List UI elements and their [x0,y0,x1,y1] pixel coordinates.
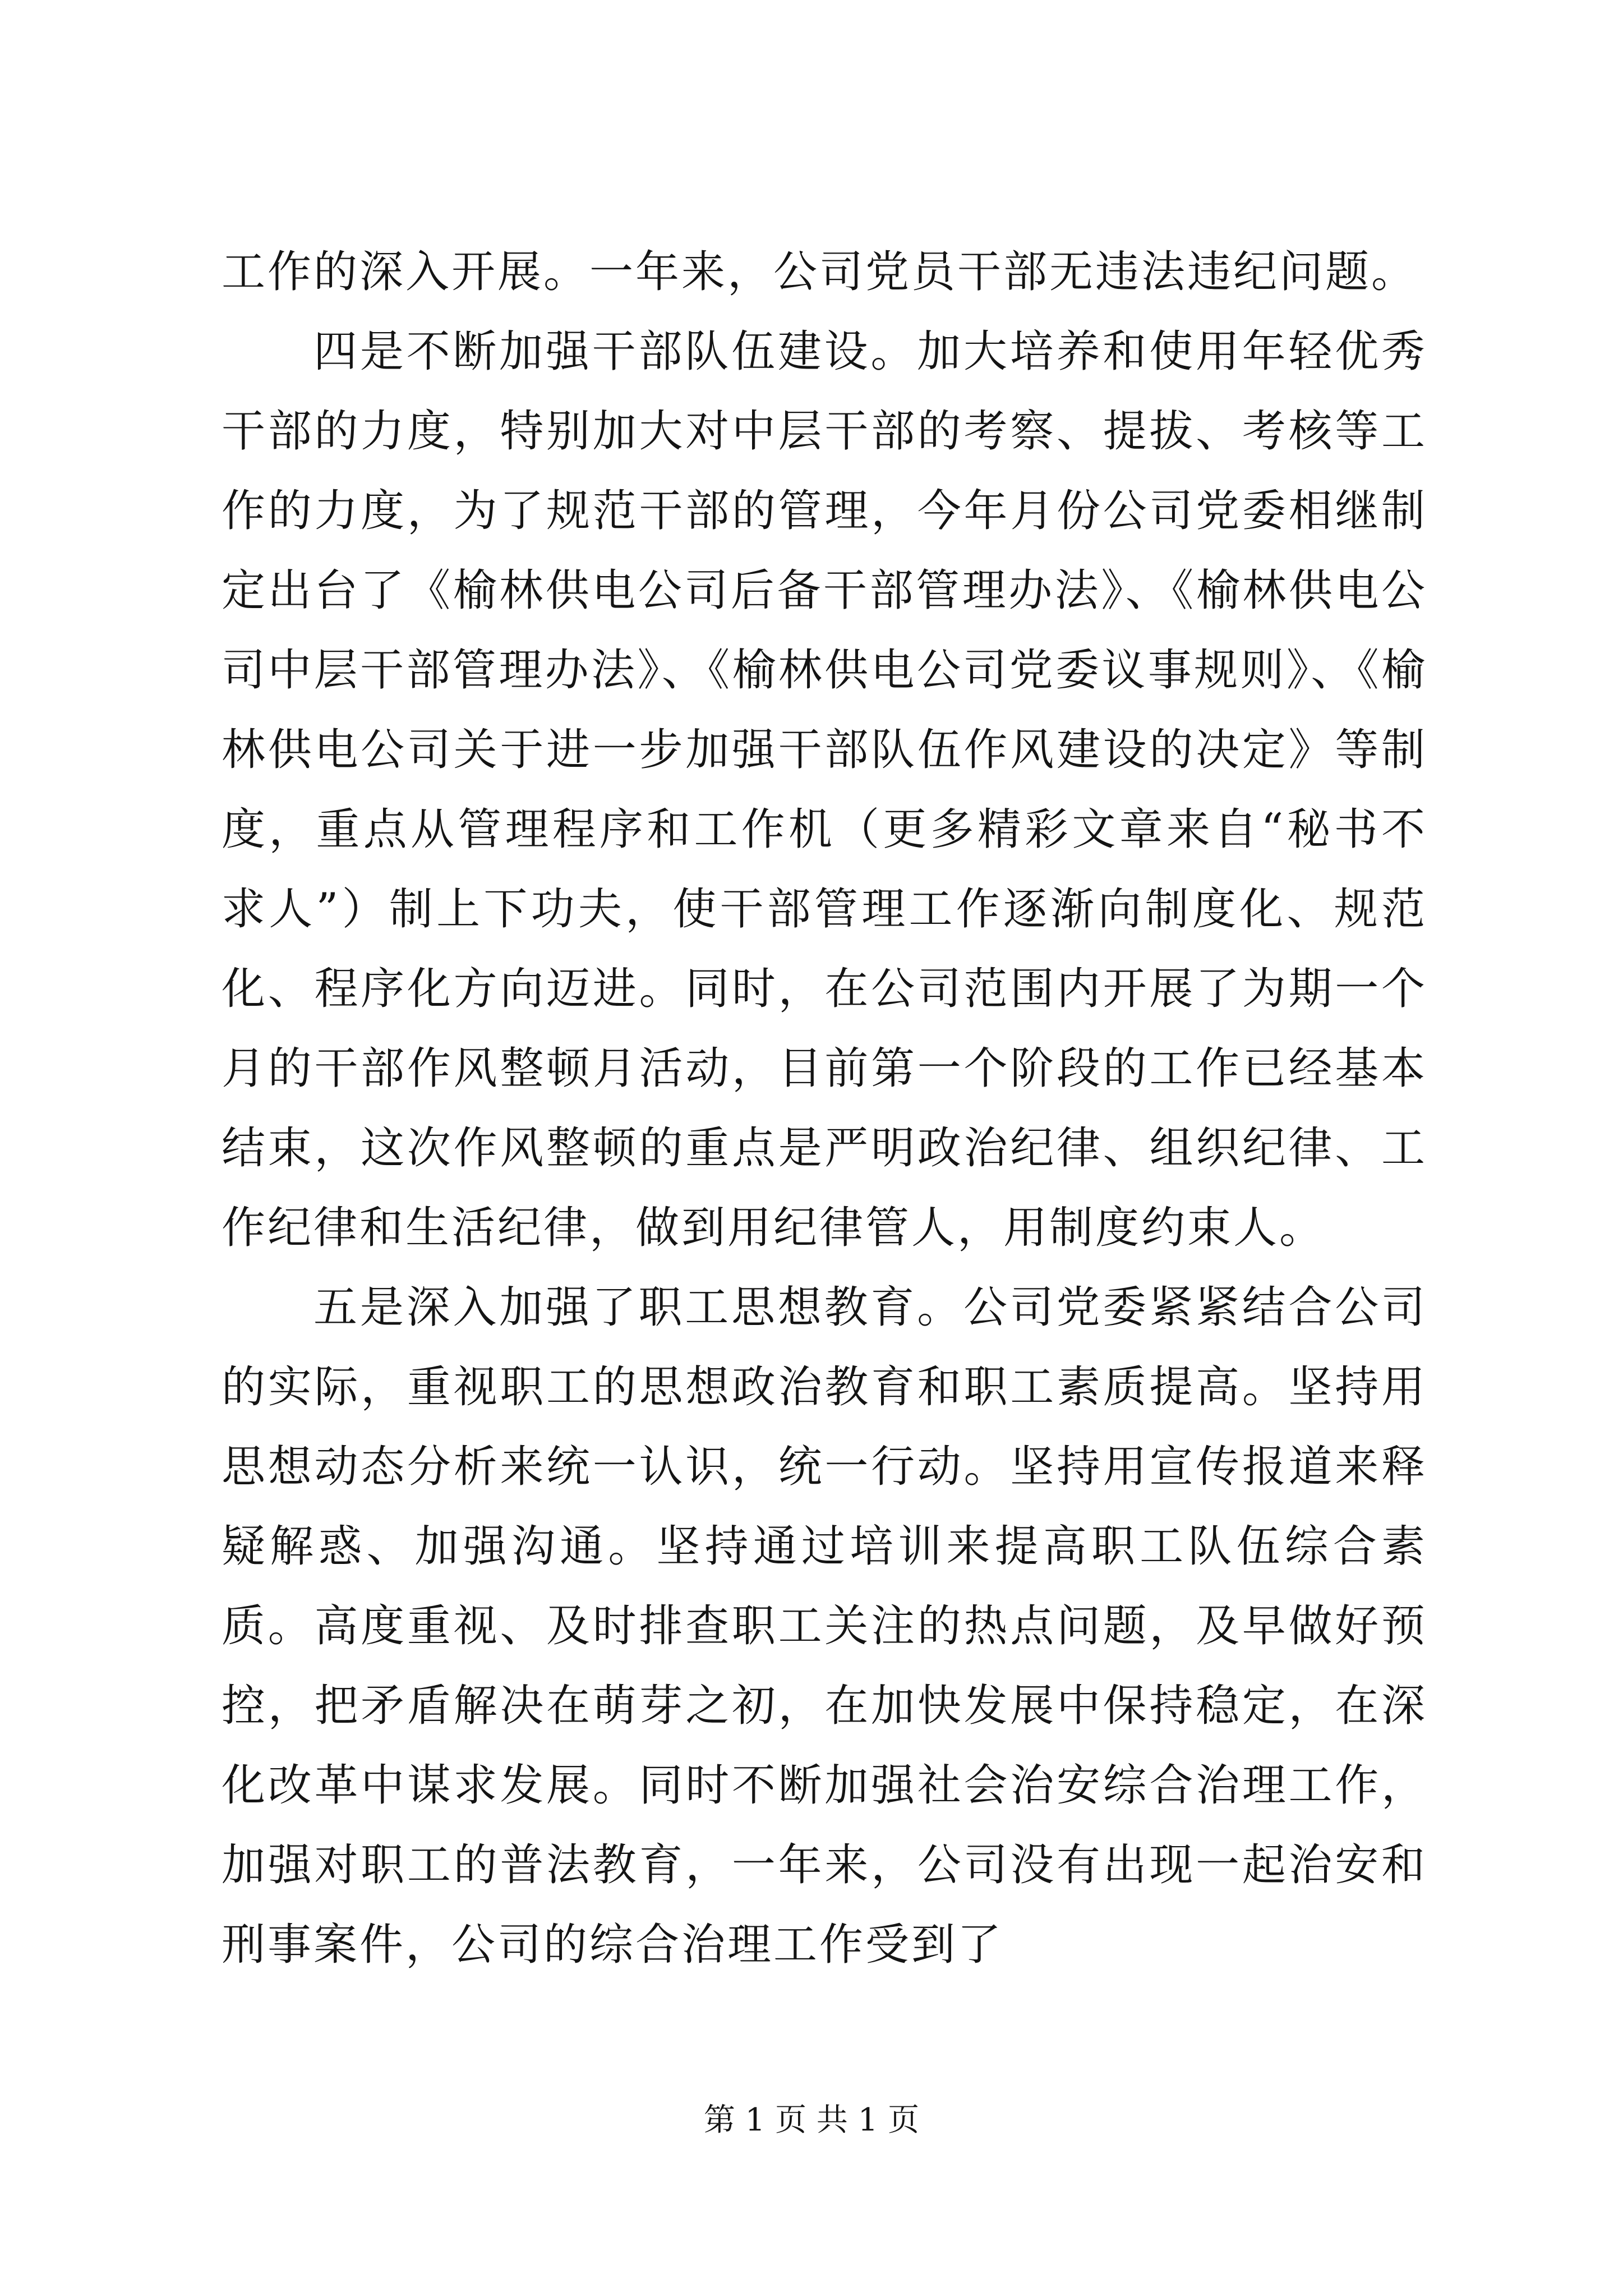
document-body [222,232,1427,1985]
paragraph-3: 五是深入加强了职工思想教育。公司党委紧紧结合公司的实际，重视职工的思想政治教育和职工素质提高。坚持用思想动态分析来统一认识，统一行动。坚持用宣传报道来释疑解惑、加强沟通。坚持通过培训来提高职工队伍综合素质。高度重视、及时排查职工关注的热点问题，及早做好预控，把矛盾解决在萌芽之初，在加快发展中保持稳定，在深化改革中谋求发展。同时不断加强社会治安综合治理工作，加强对职工的普法教育，一年来，公司没有出现一起治安和刑事案件，公司的综合治理工作受到了 [222,1282,1427,1970]
page-number-footer: 第 1 页 共 1 页 [703,2102,920,2138]
paragraph-1: 工作的深入开展。一年来，公司党员干部无违法违纪问题。 [222,247,1418,297]
paragraph-2: 四是不断加强干部队伍建设。加大培养和使用年轻优秀干部的力度，特别加大对中层干部的考察、提拔、考核等工作的力度，为了规范干部的管理，今年月份公司党委相继制定出台了《榆林供电公司后备干部管理办法》、《榆林供电公司中层干部管理办法》、《榆林供电公司党委议事规则》、《榆林供电公司关于进一步加强干部队伍作风建设的决定》等制度，重点从管理程序和工作机（更多精彩文章来自“秘书不求人”）制上下功夫，使干部管理工作逐渐向制度化、规范化、程序化方向迈进。同时，在公司范围内开展了为期一个月的干部作风整顿月活动，目前第一个阶段的工作已经基本结束，这次作风整顿的重点是严明政治纪律、组织纪律、工作纪律和生活纪律，做到用纪律管人，用制度约束人。 [222,326,1427,1253]
